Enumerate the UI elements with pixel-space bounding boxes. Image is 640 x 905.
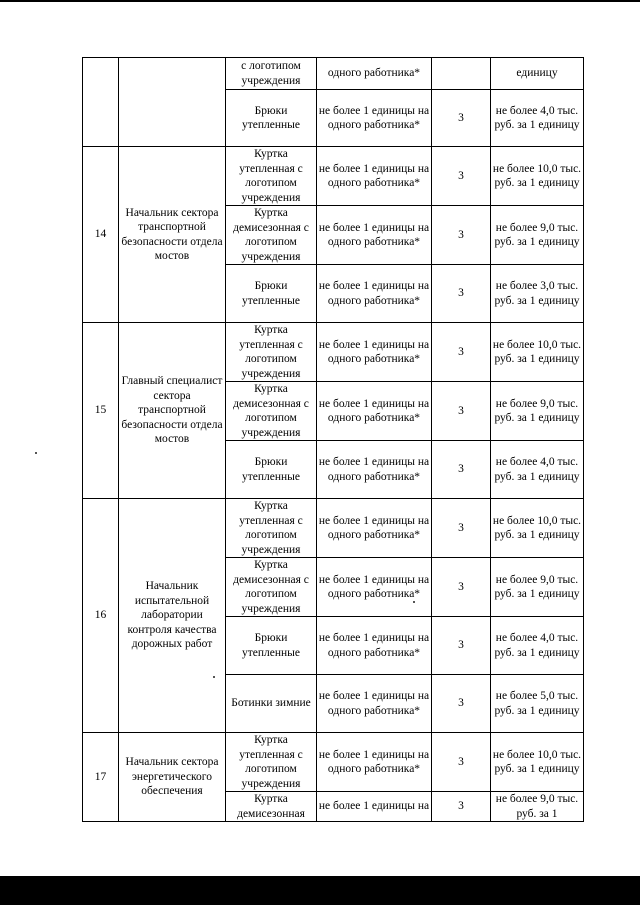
wear-period: 3 — [432, 558, 491, 617]
row-number: 16 — [83, 499, 119, 733]
table-row — [83, 323, 584, 382]
item-name: Куртка утепленная с логотипом учреждения — [226, 499, 317, 558]
norm-text: не более 1 единицы на одного работника* — [317, 323, 432, 382]
item-name: Брюки утепленные — [226, 90, 317, 147]
item-name: Куртка утепленная с логотипом учреждения — [226, 733, 317, 792]
cost-limit: не более 9,0 тыс. руб. за 1 единицу — [491, 558, 584, 617]
cost-limit: не более 3,0 тыс. руб. за 1 единицу — [491, 265, 584, 323]
wear-period: 3 — [432, 323, 491, 382]
clothing-norms-table — [82, 57, 584, 822]
cost-limit: не более 10,0 тыс. руб. за 1 единицу — [491, 323, 584, 382]
item-name: Куртка демисезонная с логотипом учреждения — [226, 558, 317, 617]
norm-text: не более 1 единицы на — [317, 792, 432, 822]
row-number: 17 — [83, 733, 119, 822]
item-name: Куртка утепленная с логотипом учреждения — [226, 323, 317, 382]
wear-period: 3 — [432, 90, 491, 147]
table-row — [83, 733, 584, 792]
norm-text: одного работника* — [317, 58, 432, 90]
wear-period: 3 — [432, 441, 491, 499]
wear-period: 3 — [432, 617, 491, 675]
item-name: Куртка демисезонная — [226, 792, 317, 822]
item-name: Брюки утепленные — [226, 441, 317, 499]
norm-text: не более 1 единицы на одного работника* — [317, 206, 432, 265]
item-name: Куртка демисезонная с логотипом учреждения — [226, 382, 317, 441]
position-title: Главный специалист сектора транспортной безопасности отдела мостов — [119, 323, 226, 499]
cost-limit: не более 9,0 тыс. руб. за 1 единицу — [491, 382, 584, 441]
cost-limit: не более 5,0 тыс. руб. за 1 единицу — [491, 675, 584, 733]
norm-text: не более 1 единицы на одного работника* — [317, 675, 432, 733]
wear-period: 3 — [432, 675, 491, 733]
cost-limit: не более 4,0 тыс. руб. за 1 единицу — [491, 441, 584, 499]
scan-bottom-edge — [0, 876, 640, 905]
item-name: Ботинки зимние — [226, 675, 317, 733]
wear-period — [432, 58, 491, 90]
norm-text: не более 1 единицы на одного работника* — [317, 617, 432, 675]
item-name: Куртка утепленная с логотипом учреждения — [226, 147, 317, 206]
table-row — [83, 58, 584, 90]
wear-period: 3 — [432, 499, 491, 558]
item-name: Брюки утепленные — [226, 265, 317, 323]
item-name: Куртка демисезонная с логотипом учреждения — [226, 206, 317, 265]
wear-period: 3 — [432, 792, 491, 822]
cost-limit: не более 10,0 тыс. руб. за 1 единицу — [491, 499, 584, 558]
cost-limit: не более 9,0 тыс. руб. за 1 — [491, 792, 584, 822]
row-number — [83, 58, 119, 147]
wear-period: 3 — [432, 382, 491, 441]
scan-top-edge — [0, 0, 640, 2]
norm-text: не более 1 единицы на одного работника* — [317, 499, 432, 558]
scan-speck — [35, 452, 37, 454]
wear-period: 3 — [432, 733, 491, 792]
norm-text: не более 1 единицы на одного работника* — [317, 90, 432, 147]
position-title — [119, 58, 226, 147]
position-title: Начальник испытательной лаборатории контроля качества дорожных работ — [119, 499, 226, 733]
cost-limit: не более 4,0 тыс. руб. за 1 единицу — [491, 617, 584, 675]
norm-text: не более 1 единицы на одного работника* — [317, 558, 432, 617]
wear-period: 3 — [432, 147, 491, 206]
wear-period: 3 — [432, 206, 491, 265]
norm-text: не более 1 единицы на одного работника* — [317, 265, 432, 323]
row-number: 15 — [83, 323, 119, 499]
cost-limit: не более 9,0 тыс. руб. за 1 единицу — [491, 206, 584, 265]
row-number: 14 — [83, 147, 119, 323]
item-name: Брюки утепленные — [226, 617, 317, 675]
wear-period: 3 — [432, 265, 491, 323]
norm-text: не более 1 единицы на одного работника* — [317, 441, 432, 499]
norm-text: не более 1 единицы на одного работника* — [317, 147, 432, 206]
cost-limit: не более 4,0 тыс. руб. за 1 единицу — [491, 90, 584, 147]
cost-limit: не более 10,0 тыс. руб. за 1 единицу — [491, 147, 584, 206]
position-title: Начальник сектора энергетического обеспечения — [119, 733, 226, 822]
norm-text: не более 1 единицы на одного работника* — [317, 382, 432, 441]
table-row — [83, 147, 584, 206]
position-title: Начальник сектора транспортной безопасности отдела мостов — [119, 147, 226, 323]
cost-limit: не более 10,0 тыс. руб. за 1 единицу — [491, 733, 584, 792]
item-name: с логотипом учреждения — [226, 58, 317, 90]
table-row — [83, 499, 584, 558]
cost-limit: единицу — [491, 58, 584, 90]
norm-text: не более 1 единицы на одного работника* — [317, 733, 432, 792]
